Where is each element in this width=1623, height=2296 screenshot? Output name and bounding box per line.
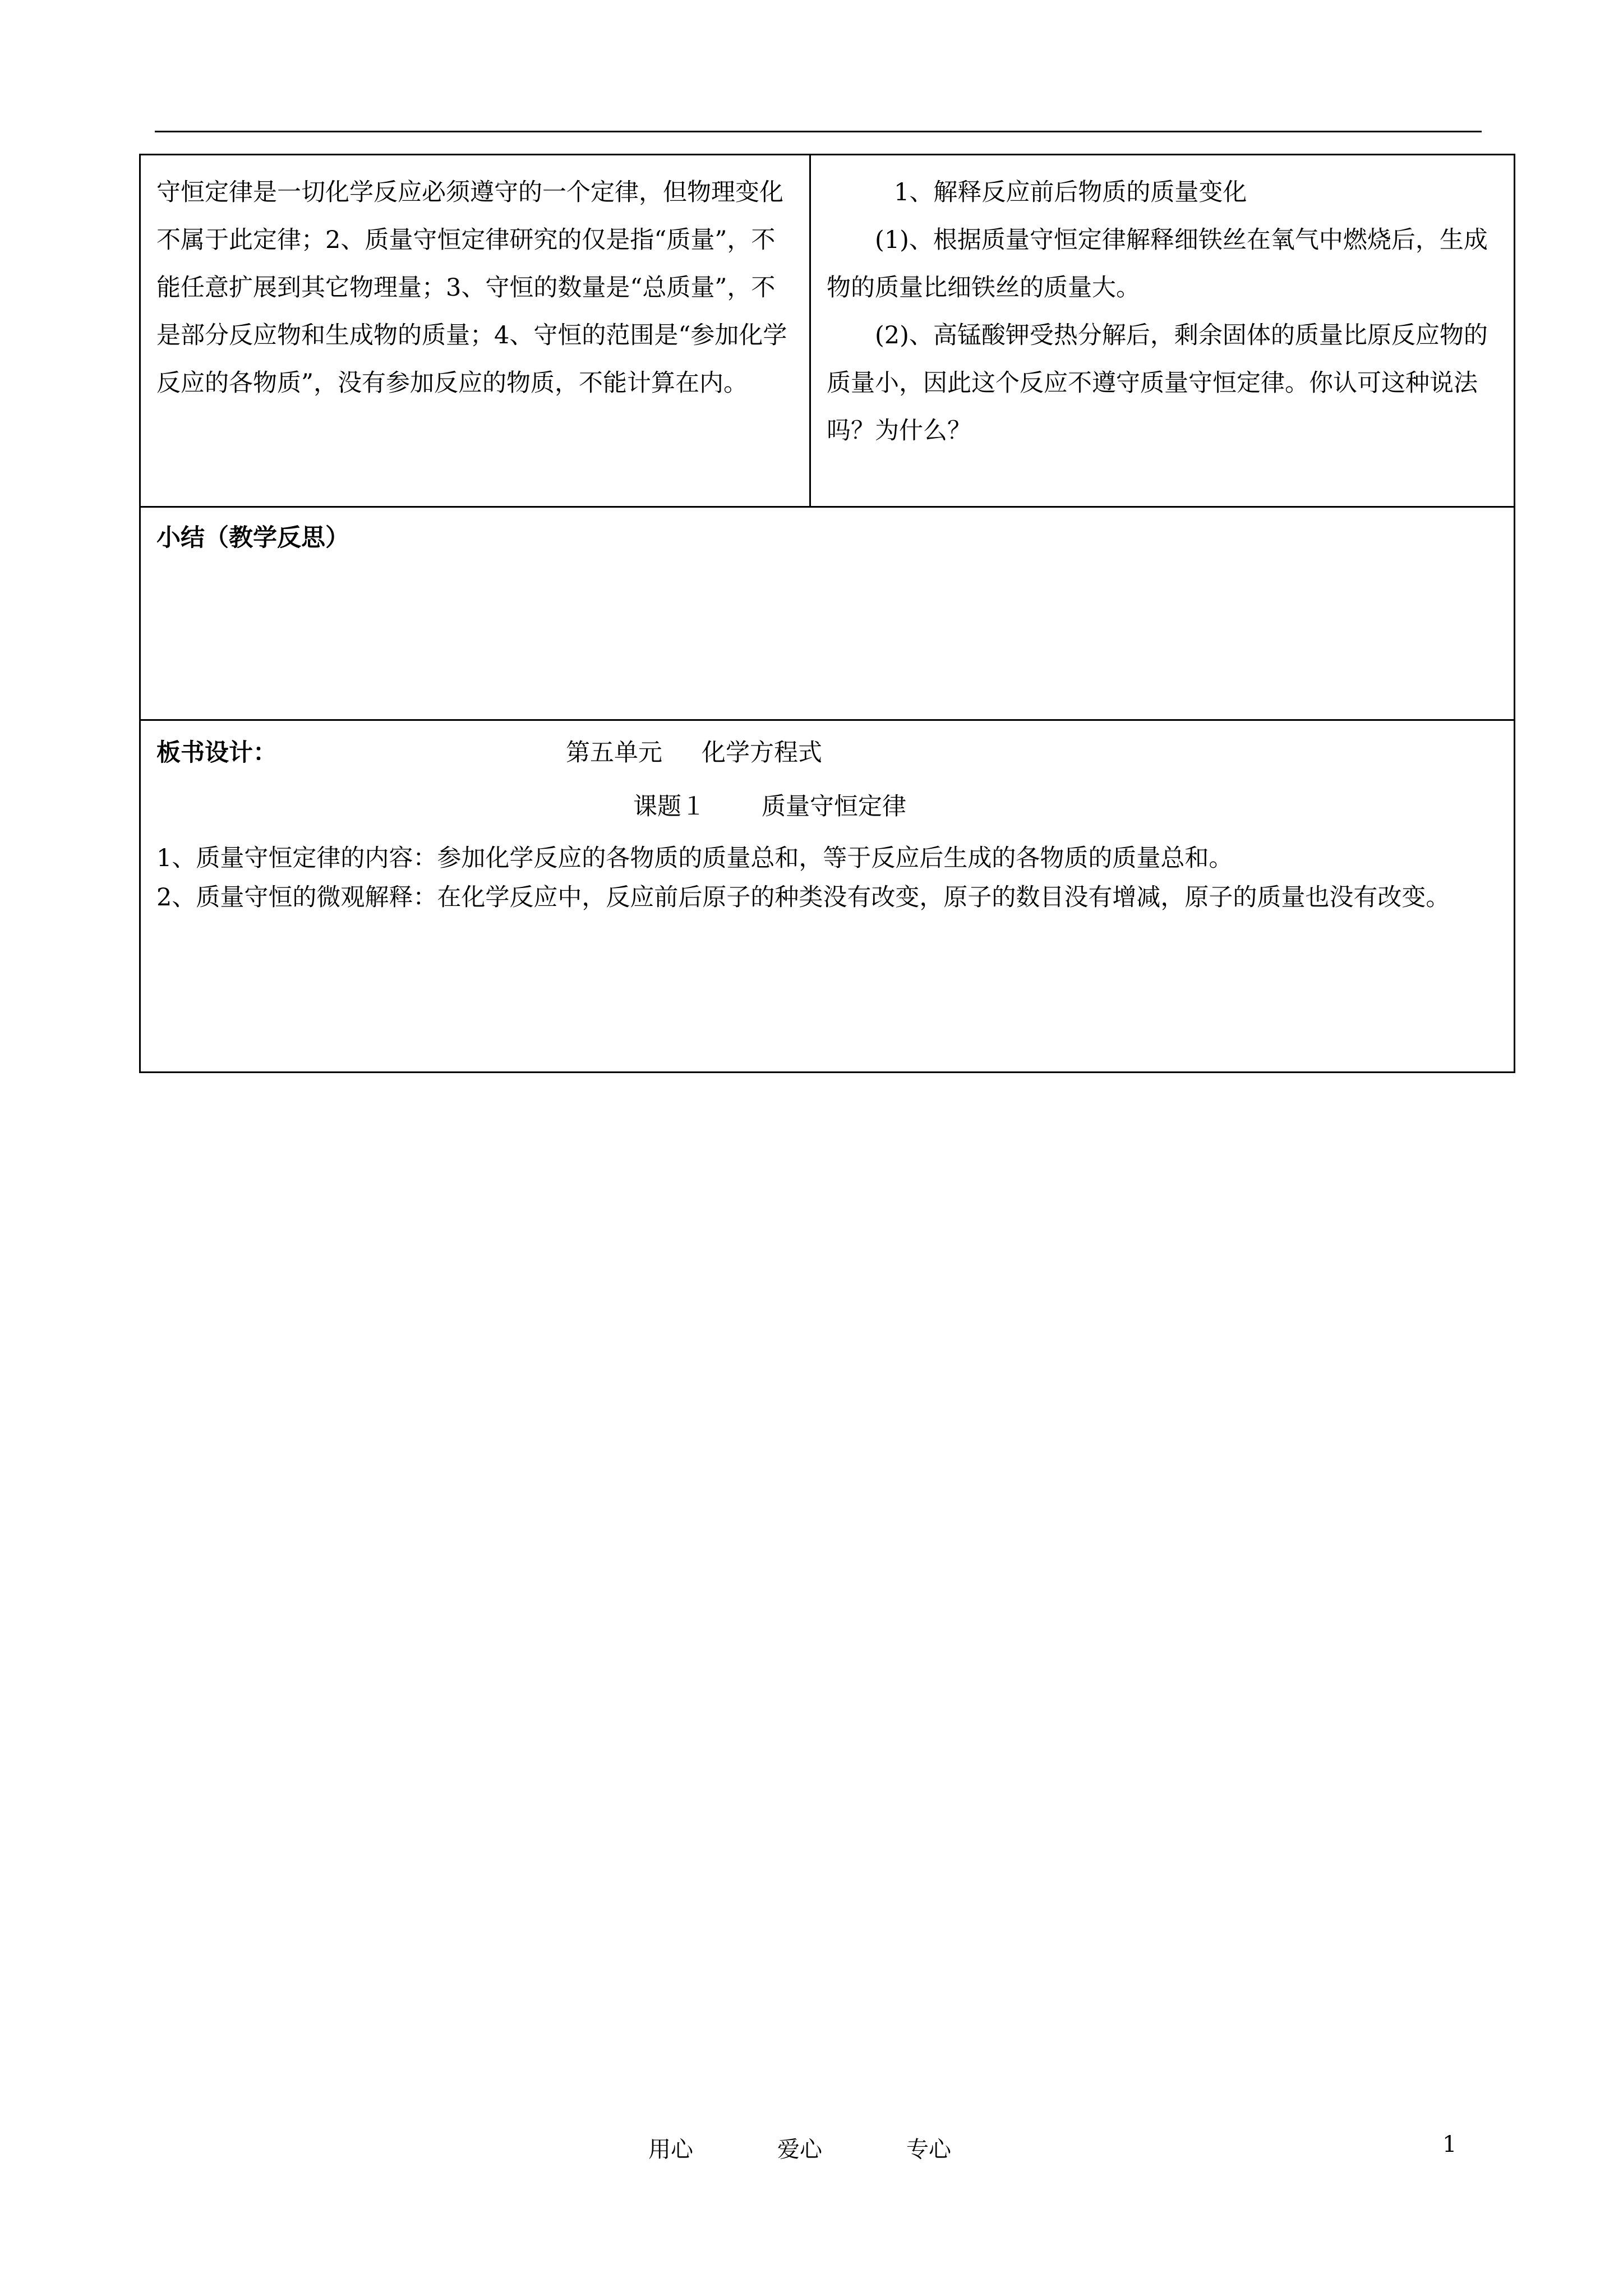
footer-motto (648, 2132, 951, 2164)
lesson-topic: 质量守恒定律 (762, 793, 906, 821)
unit-name: 第五单元 (566, 739, 662, 767)
board-line-1: 1、质量守恒定律的内容：参加化学反应的各物质的质量总和，等于反应后生成的各物质的质量总和。 (156, 844, 1233, 872)
footer-motto-1: 用心 (648, 2137, 693, 2162)
board-design-label: 板书设计： (156, 739, 277, 767)
footer-motto-2: 爱心 (777, 2137, 822, 2162)
summary-label: 小结（教学反思） (156, 524, 349, 552)
lesson-title-row (156, 785, 1498, 839)
exercise-item-1: (1)、根据质量守恒定律解释细铁丝在氧气中燃烧后，生成物的质量比细铁丝的质量大。 (827, 226, 1488, 302)
lesson-plan-table (139, 154, 1515, 1073)
summary-row (140, 507, 1515, 720)
board-line-2: 2、质量守恒的微观解释：在化学反应中，反应前后原子的种类没有改变，原子的数目没有增减，原子的质量也没有改变。 (156, 884, 1450, 912)
left-cell-text: 守恒定律是一切化学反应必须遵守的一个定律，但物理变化不属于此定律；2、质量守恒定律研究的仅是指“质量”，不能任意扩展到其它物理量；3、守恒的数量是“总质量”，不是部分反应物和生成物的质量；4、守恒的范围是“参加化学反应的各物质”，没有参加反应的物质，不能计算在内。 (156, 178, 787, 397)
board-title-row (156, 731, 1498, 785)
summary-cell (140, 507, 1515, 720)
page-number: 1 (1442, 2132, 1457, 2157)
header-rule (155, 131, 1482, 132)
board-design-row (140, 720, 1515, 1073)
lesson-title (633, 785, 906, 829)
footer-motto-3: 专心 (906, 2137, 951, 2162)
board-design-cell (140, 720, 1515, 1073)
lesson-name: 课题１ (633, 793, 706, 821)
content-row (140, 155, 1515, 507)
right-content-cell (810, 155, 1515, 507)
exercise-heading: 1、解释反应前后物质的质量变化 (894, 178, 1247, 206)
unit-topic: 化学方程式 (702, 739, 822, 767)
unit-title (566, 731, 822, 775)
left-content-cell (140, 155, 810, 507)
exercise-item-2: (2)、高锰酸钾受热分解后，剩余固体的质量比原反应物的质量小，因此这个反应不遵守质量守恒定律。你认可这种说法吗？为什么？ (827, 321, 1488, 445)
